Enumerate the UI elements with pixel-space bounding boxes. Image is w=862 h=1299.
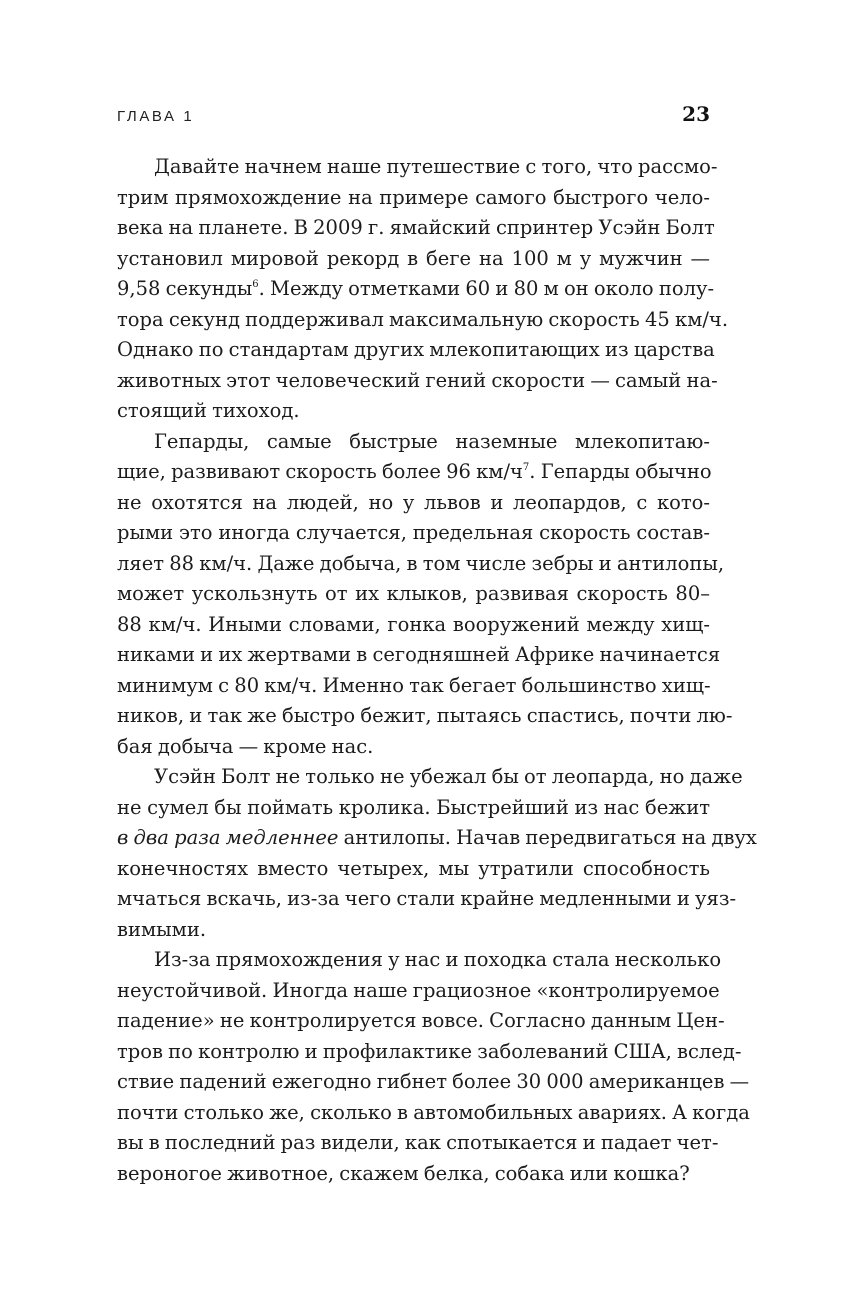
paragraph (117, 152, 729, 427)
text-span: 9,58 секунды (117, 277, 253, 300)
text-span: . Гепарды обычно (529, 460, 712, 483)
text-line (117, 274, 715, 305)
text-line: вероногое животное, скажем белка, собака или кошка? (117, 1161, 690, 1185)
text-line: Однако по стандартам других млекопитающих из царства (117, 338, 715, 361)
text-span: . Между отметками 60 и 80 м он около полу- (258, 277, 715, 300)
text-line: ствие падений ежегодно гибнет более 30 000 американцев — (117, 1070, 750, 1093)
text-span: щие, развивают скорость более 96 км/ч (117, 460, 523, 483)
text-line: установил мировой рекорд в беге на 100 м у мужчин — (117, 246, 710, 270)
text-line: тора секунд поддерживал максимальную скорость 45 км/ч. (117, 307, 729, 331)
page-number: 23 (682, 102, 710, 126)
text-line: Гепарды, самые быстрые наземные млекопитаю- (154, 429, 710, 453)
text-line: Из-за прямохождения у нас и походка стала несколько (154, 948, 722, 971)
text-line: века на планете. В 2009 г. ямайский спринтер Усэйн Болт (117, 216, 715, 239)
footnote-ref[interactable]: 6 (252, 279, 259, 290)
text-line: Усэйн Болт не только не убежал бы от леопарда, но даже (154, 765, 743, 788)
text-line: трим прямохождение на примере самого быстрого чело- (117, 185, 710, 209)
text-line: никами и их жертвами в сегодняшней Африке начинается (117, 643, 721, 666)
text-line: не сумел бы поймать кролика. Быстрейший из нас бежит (117, 795, 710, 819)
italic-emphasis: в два раза медленнее (117, 826, 339, 849)
text-line: ляет 88 км/ч. Даже добыча, в том числе зебры и антилопы, (117, 551, 725, 575)
text-line: бая добыча — кроме нас. (117, 734, 374, 758)
text-line: вимыми. (117, 917, 207, 941)
text-line: конечностях вместо четырех, мы утратили способность (117, 856, 710, 880)
text-line: стоящий тихоход. (117, 399, 300, 422)
paragraph (117, 762, 757, 945)
text-line: Давайте начнем наше путешествие с того, что рассмо- (154, 155, 718, 178)
chapter-running-head: ГЛАВА 1 (117, 108, 195, 125)
text-line: рыми это иногда случается, предельная скорость состав- (117, 521, 710, 544)
text-line (117, 457, 710, 488)
paragraph (117, 945, 750, 1189)
text-line: почти столько же, сколько в автомобильных авариях. А когда (117, 1100, 750, 1124)
text-line: минимум с 80 км/ч. Именно так бегает большинство хищ- (117, 673, 711, 697)
text-line: ников, и так же быстро бежит, пытаясь спастись, почти лю- (117, 704, 733, 727)
text-line: мчаться вскачь, из-за чего стали крайне медленными и уяз- (117, 887, 737, 910)
text-line: падение» не контролируется вовсе. Согласно данным Цен- (117, 1009, 725, 1032)
text-line: не охотятся на людей, но у львов и леопардов, с кото- (117, 490, 710, 514)
text-line: 88 км/ч. Иными словами, гонка вооружений между хищ- (117, 612, 710, 636)
text-line: неустойчивой. Иногда наше грациозное «контролируемое (117, 978, 720, 1002)
text-line: может ускользнуть от их клыков, развивая скорость 80– (117, 582, 710, 605)
text-line: тров по контролю и профилактике заболеваний США, вслед- (117, 1039, 742, 1063)
body-text (117, 152, 757, 1189)
paragraph (117, 427, 733, 763)
text-line (117, 823, 757, 854)
text-line: животных этот человеческий гений скорости — самый на- (117, 368, 718, 392)
text-span: антилопы. Начав передвигаться на двух (338, 826, 757, 849)
footnote-ref[interactable]: 7 (522, 462, 530, 473)
text-line: вы в последний раз видели, как спотыкается и падает чет- (117, 1131, 719, 1154)
